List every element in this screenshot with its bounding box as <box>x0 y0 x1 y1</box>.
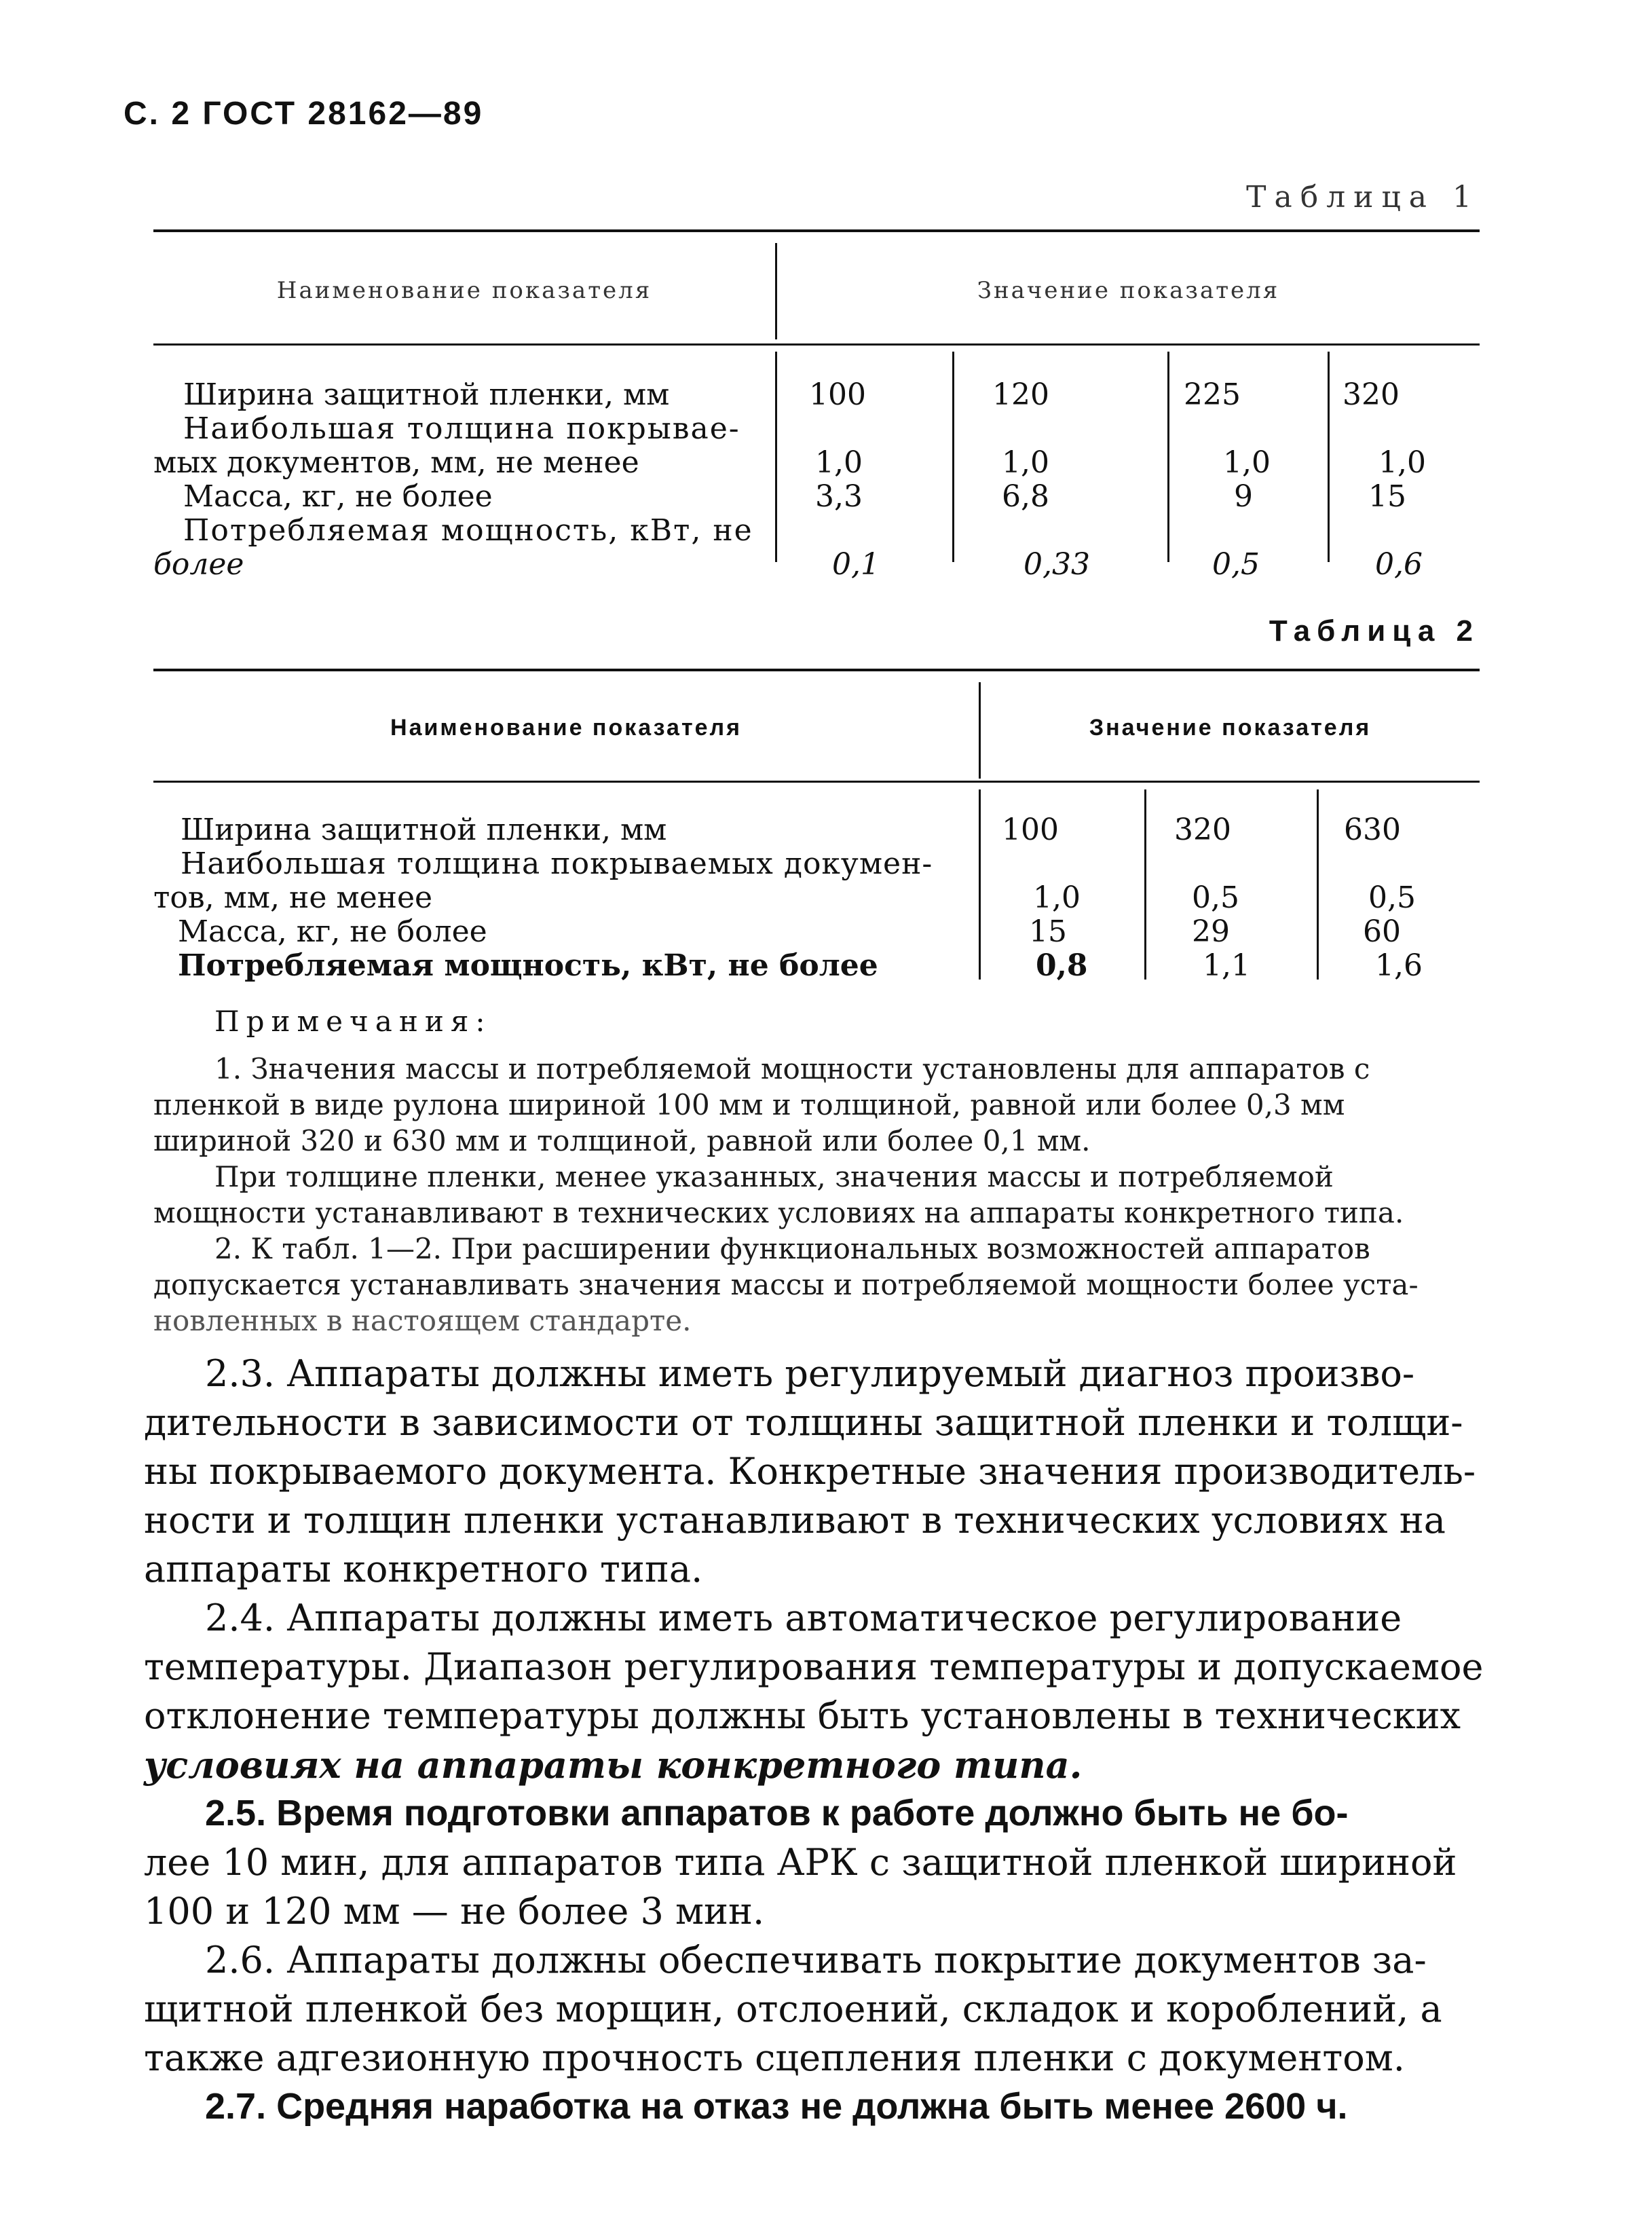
note-line: допускается устанавливать значения массы и потребляемой мощности более уста- <box>153 1268 1419 1301</box>
table2-col-divider <box>979 789 981 980</box>
table1-caption: Таблица 1 <box>1246 180 1480 215</box>
row-value: 120 <box>992 377 1049 412</box>
table1-col-divider <box>775 352 777 562</box>
row-value: 3,3 <box>815 479 863 514</box>
paragraph-2-3-line: дительности в зависимости от толщины защитной пленки и толщи- <box>144 1401 1463 1444</box>
table1-top-rule <box>153 229 1480 232</box>
row-value: 0,5 <box>1368 880 1416 915</box>
table2-value-header: Значение показателя <box>1089 715 1372 741</box>
paragraph-2-3-line: аппараты конкретного типа. <box>144 1548 703 1590</box>
table2-header-rule <box>153 781 1480 783</box>
paragraph-2-4-line: 2.4. Аппараты должны иметь автоматическое регулирование <box>205 1597 1402 1639</box>
row-label: Масса, кг, не более <box>183 479 493 514</box>
paragraph-2-6-line: щитной пленкой без морщин, отслоений, складок и короблений, а <box>144 1988 1442 2030</box>
note-line: мощности устанавливают в технических условиях на аппараты конкретного типа. <box>153 1196 1404 1229</box>
paragraph-2-5-line: лее 10 мин, для аппаратов типа АРК с защитной пленкой шириной <box>144 1841 1457 1884</box>
row-value: 1,0 <box>1223 445 1271 480</box>
table1 <box>153 229 1480 610</box>
row-value: 1,1 <box>1203 948 1250 983</box>
paragraph-2-4-line: условиях на аппараты конкретного типа. <box>144 1743 1083 1787</box>
note-line: новленных в настоящем стандарте. <box>153 1304 692 1337</box>
note-line: шириной 320 и 630 мм и толщиной, равной или более 0,1 мм. <box>153 1124 1091 1157</box>
paragraph-2-6-line: 2.6. Аппараты должны обеспечивать покрытие документов за- <box>205 1939 1427 1981</box>
row-value: 0,5 <box>1212 547 1260 582</box>
row-value: 1,0 <box>1002 445 1049 480</box>
row-label: Потребляемая мощность, кВт, не более <box>178 948 878 983</box>
row-label: тов, мм, не менее <box>153 880 433 915</box>
page-header: С. 2 ГОСТ 28162—89 <box>124 96 484 132</box>
row-value: 6,8 <box>1002 479 1049 514</box>
row-value: 1,0 <box>1378 445 1426 480</box>
row-value: 320 <box>1174 813 1231 847</box>
notes-title: Примечания: <box>214 1005 492 1038</box>
row-label: Ширина защитной пленки, мм <box>181 813 667 847</box>
table1-col-divider <box>952 352 954 562</box>
row-value: 225 <box>1184 377 1241 412</box>
row-label: Потребляемая мощность, кВт, не <box>183 513 753 548</box>
note-line: При толщине пленки, менее указанных, значения массы и потребляемой <box>214 1160 1334 1193</box>
table1-value-header: Значение показателя <box>977 277 1280 304</box>
table1-name-header: Наименование показателя <box>276 277 652 304</box>
note-line: 2. К табл. 1—2. При расширении функциональных возможностей аппаратов <box>214 1232 1370 1265</box>
row-label: мых документов, мм, не менее <box>153 445 639 480</box>
paragraph-2-5-line: 2.5. Время подготовки аппаратов к работе должно быть не бо- <box>205 1793 1349 1833</box>
paragraph-2-7-line: 2.7. Средняя наработка на отказ не должна быть менее 2600 ч. <box>205 2086 1348 2127</box>
row-label: Наибольшая толщина покрываемых докумен- <box>181 846 933 881</box>
paragraph-2-5-line: 100 и 120 мм — не более 3 мин. <box>144 1890 765 1933</box>
row-label: Ширина защитной пленки, мм <box>183 377 670 412</box>
table1-col-divider <box>1167 352 1169 562</box>
table2-col-divider <box>1317 789 1319 980</box>
row-value: 9 <box>1234 479 1253 514</box>
table2-col-divider <box>1144 789 1146 980</box>
row-value: 15 <box>1029 914 1067 949</box>
row-label: Масса, кг, не более <box>178 914 487 949</box>
row-value: 1,0 <box>815 445 863 480</box>
paragraph-2-4-line: отклонение температуры должны быть установлены в технических <box>144 1694 1461 1737</box>
row-value: 0,8 <box>1036 948 1088 983</box>
row-value: 630 <box>1344 813 1401 847</box>
row-value: 320 <box>1343 377 1400 412</box>
table1-col-divider <box>1328 352 1330 562</box>
table2-caption: Таблица 2 <box>1269 614 1480 648</box>
paragraph-2-3-line: 2.3. Аппараты должны иметь регулируемый диагноз произво- <box>205 1352 1415 1395</box>
row-value: 0,1 <box>832 547 880 582</box>
note-line: пленкой в виде рулона шириной 100 мм и толщиной, равной или более 0,3 мм <box>153 1088 1345 1121</box>
paragraph-2-4-line: температуры. Диапазон регулирования температуры и допускаемое <box>144 1645 1484 1688</box>
paragraph-2-3-line: ны покрываемого документа. Конкретные значения производитель- <box>144 1450 1476 1493</box>
table2-name-header: Наименование показателя <box>390 715 742 741</box>
row-label: более <box>153 547 244 582</box>
note-line: 1. Значения массы и потребляемой мощности установлены для аппаратов с <box>214 1052 1370 1085</box>
row-value: 0,33 <box>1024 547 1090 582</box>
table2-top-rule <box>153 669 1480 671</box>
row-value: 100 <box>809 377 866 412</box>
row-value: 1,6 <box>1375 948 1423 983</box>
row-value: 0,6 <box>1375 547 1423 582</box>
row-label: Наибольшая толщина покрывае- <box>183 411 740 446</box>
row-value: 29 <box>1192 914 1230 949</box>
row-value: 15 <box>1368 479 1406 514</box>
paragraph-2-3-line: ности и толщин пленки устанавливают в технических условиях на <box>144 1499 1446 1542</box>
paragraph-2-6-line: также адгезионную прочность сцепления пленки с документом. <box>144 2036 1405 2079</box>
row-value: 1,0 <box>1033 880 1081 915</box>
row-value: 60 <box>1363 914 1401 949</box>
table2 <box>153 669 1480 994</box>
row-value: 0,5 <box>1192 880 1239 915</box>
table1-header-rule <box>153 343 1480 346</box>
row-value: 100 <box>1002 813 1059 847</box>
